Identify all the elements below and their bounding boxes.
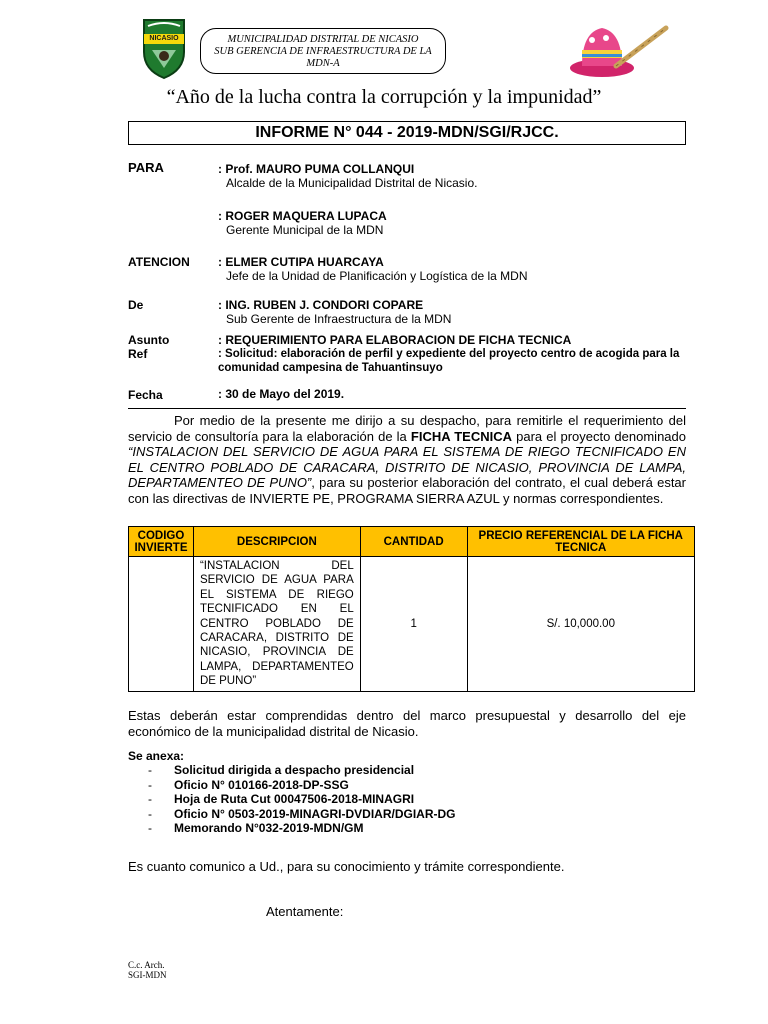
closing-text: Es cuanto comunico a Ud., para su conocimiento y trámite correspondiente.: [128, 859, 565, 874]
crest-logo-text: NICASIO: [149, 35, 179, 42]
separator-line: [128, 408, 686, 409]
report-title: INFORME N° 044 - 2019-MDN/SGI/RJCC.: [128, 121, 686, 145]
budget-paragraph: Estas deberán estar comprendidas dentro del marco presupuestal y desarrollo del eje económico de la municipalidad distrital de Nicasio.: [128, 708, 686, 739]
list-item: - Oficio N° 0503-2019-MINAGRI-DVDIAR/DGIAR-DG: [148, 806, 456, 821]
fecha-value: : 30 de Mayo del 2019.: [218, 387, 345, 401]
para-name-2: : ROGER MAQUERA LUPACA: [218, 209, 387, 223]
intro-text-1: Por medio de la presente me dirijo a su despacho, para remitirle el requerimiento del servicio de consultoría para la elaboración de la: [128, 413, 686, 444]
annex-title: Se anexa:: [128, 749, 185, 763]
traditional-hat-flute-image: [566, 18, 670, 80]
table-header-row: [129, 527, 695, 557]
list-item: - Hoja de Ruta Cut 00047506-2018-MINAGRI: [148, 792, 415, 806]
header-descripcion: DESCRIPCION: [193, 527, 360, 557]
list-item: - Memorando N°032-2019-MDN/GM: [148, 821, 364, 835]
para-role-2: Gerente Municipal de la MDN: [226, 223, 384, 237]
cell-codigo: [129, 557, 194, 692]
para-label: PARA: [128, 160, 164, 175]
list-item: - Solicitud dirigida a despacho presidencial: [148, 763, 415, 777]
header-precio: PRECIO REFERENCIAL DE LA FICHA TECNICA: [467, 527, 694, 557]
table-row: [129, 557, 695, 692]
de-label: De: [128, 298, 144, 312]
cell-cantidad: 1: [360, 557, 467, 692]
annex-list: [148, 763, 456, 836]
asunto-label: Asunto: [128, 333, 170, 347]
list-item: - Oficio N° 010166-2018-DP-SSG: [148, 777, 349, 792]
footer-dept-line: SGI-MDN: [128, 970, 167, 980]
institution-line-1: MUNICIPALIDAD DISTRITAL DE NICASIO: [227, 34, 419, 45]
footer-cc-line: C.c. Arch.: [128, 960, 165, 970]
de-role: Sub Gerente de Infraestructura de la MDN: [226, 312, 452, 326]
intro-text-3: , para su posterior elaboración del contrato, el cual deberá estar con las directivas de INVIERTE PE, PROGRAMA SIERRA AZUL y normas correspondientes.: [128, 475, 686, 506]
header-cantidad: CANTIDAD: [360, 527, 467, 557]
asunto-value: : REQUERIMIENTO PARA ELABORACION DE FICHA TECNICA: [218, 333, 572, 347]
header-codigo: CODIGO INVIERTE: [129, 527, 194, 557]
ref-value-1: : Solicitud: elaboración de perfil y expediente del proyecto centro de acogida para la: [218, 348, 680, 360]
para-name-1: : Prof. MAURO PUMA COLLANQUI: [218, 162, 415, 176]
signoff-text: Atentamente:: [266, 904, 344, 919]
cell-precio: S/. 10,000.00: [467, 557, 694, 692]
intro-paragraph: [128, 413, 686, 506]
nicasio-crest-logo: [140, 18, 188, 80]
para-role-1: Alcalde de la Municipalidad Distrital de Nicasio.: [226, 176, 478, 190]
cell-descripcion: “INSTALACION DEL SERVICIO DE AGUA PARA EL SISTEMA DE RIEGO TECNIFICADO EN EL CENTRO POBLADO DE CARACARA, DISTRITO DE NICASIO, PROVINCIA DE LAMPA, DEPARTAMENTEO DE PUNO”: [193, 557, 360, 692]
atencion-label: ATENCION: [128, 255, 190, 269]
year-slogan: “Año de la lucha contra la corrupción y la impunidad”: [166, 86, 602, 108]
ref-value-2: comunidad campesina de Tahuantinsuyo: [218, 362, 443, 374]
intro-bold-ficha: FICHA TECNICA: [410, 428, 513, 444]
institution-line-2: SUB GERENCIA DE INFRAESTRUCTURA DE LA: [214, 46, 432, 57]
ref-label: Ref: [128, 347, 148, 361]
intro-text-2: para el proyecto denominado: [516, 428, 686, 444]
fecha-label: Fecha: [128, 388, 163, 402]
atencion-role: Jefe de la Unidad de Planificación y Logística de la MDN: [226, 269, 528, 283]
atencion-name: : ELMER CUTIPA HUARCAYA: [218, 255, 384, 269]
intro-project-name: “INSTALACION DEL SERVICIO DE AGUA PARA EL SISTEMA DE RIEGO TECNIFICADO EN EL CENTRO POBLADO DE CARACARA, DISTRITO DE NICASIO, PROVINCIA DE LAMPA, DEPARTAMENTEO DE PUNO”: [128, 444, 686, 490]
institution-header-box: [200, 28, 446, 74]
requirements-table: [128, 526, 695, 692]
de-name: : ING. RUBEN J. CONDORI COPARE: [218, 298, 424, 312]
institution-line-3: MDN-A: [306, 58, 340, 69]
